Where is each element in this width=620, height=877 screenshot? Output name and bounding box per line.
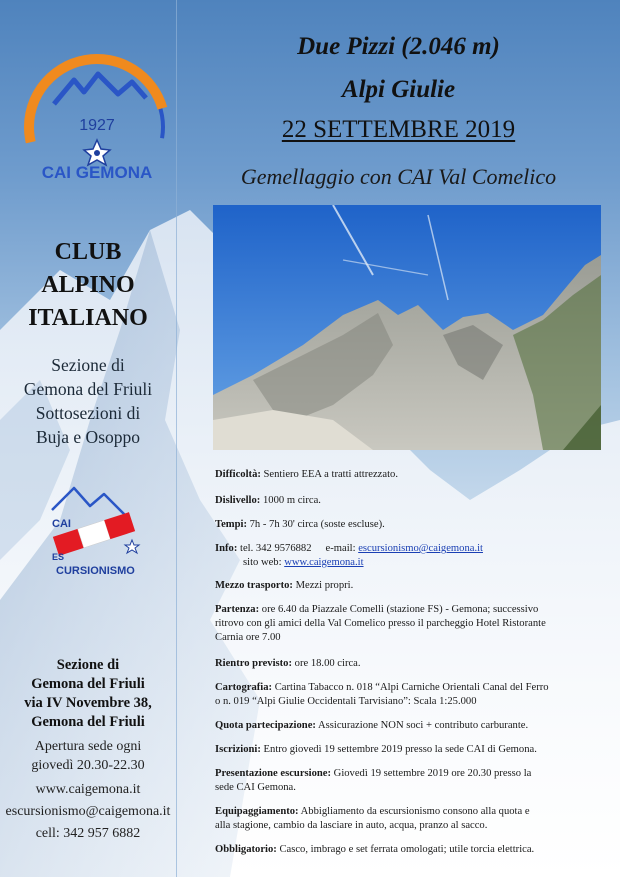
detail-label: Quota partecipazione:: [215, 720, 316, 731]
detail-label: Tempi:: [215, 519, 247, 530]
detail-iscrizioni: [215, 743, 610, 757]
detail-value: alla stagione, cambio da lasciare in auto, acqua, pranzo al sacco.: [215, 820, 488, 831]
cai-star-icon: [125, 540, 139, 553]
cai-star-icon: [84, 140, 110, 165]
detail-value: ritrovo con gli amici della Val Comelico presso il parcheggio Hotel Ristorante: [215, 618, 546, 629]
detail-value: o n. 019 “Alpi Giulie Occidentali Tarvisiano”: Scala 1:25.000: [215, 696, 477, 707]
address-block: [0, 656, 176, 732]
website-label: sito web:: [243, 557, 285, 568]
detail-value: Mezzi propri.: [292, 580, 354, 591]
detail-rientro: [215, 657, 610, 671]
website-link[interactable]: www.caigemona.it: [35, 782, 141, 797]
hours-line: giovedì 20.30-22.30: [31, 758, 145, 773]
detail-value: Sentiero EEA a tratti attrezzato.: [260, 469, 398, 480]
detail-value: ore 6.40 da Piazzale Comelli (stazione FS) - Gemona; successivo: [259, 604, 539, 615]
email-label: e-mail:: [325, 543, 359, 554]
detail-cartografia: [215, 681, 610, 709]
detail-value: 1000 m circa.: [260, 495, 321, 506]
detail-tempi: [215, 518, 610, 532]
detail-dislivello: [215, 494, 610, 508]
contacts-block: [0, 779, 176, 845]
cai-escursionismo-logo: [44, 480, 144, 580]
esc-logo-es: ES: [52, 552, 65, 562]
event-subtitle: Gemellaggio con CAI Val Comelico: [240, 164, 557, 189]
detail-info: [215, 542, 610, 556]
club-title-line: CLUB: [54, 239, 122, 265]
address-line: via IV Novembre 38,: [24, 695, 152, 711]
website-link[interactable]: www.caigemona.it: [284, 557, 364, 568]
detail-obbligatorio: [215, 843, 610, 857]
phone-number: cell: 342 957 6882: [35, 826, 141, 841]
detail-label: Info:: [215, 543, 238, 554]
section-line: Sezione di: [51, 355, 125, 375]
detail-quota: [215, 719, 610, 733]
detail-label: Difficoltà:: [215, 469, 261, 480]
detail-label: Presentazione escursione:: [215, 768, 332, 779]
detail-presentazione: [215, 767, 610, 795]
event-region: Alpi Giulie: [341, 76, 456, 103]
detail-value: sede CAI Gemona.: [215, 782, 296, 793]
event-date: 22 SETTEMBRE 2019: [281, 116, 516, 143]
section-line: Gemona del Friuli: [23, 379, 153, 399]
detail-value: Giovedì 19 settembre 2019 ore 20.30 presso la: [331, 768, 532, 779]
opening-hours: [0, 737, 176, 775]
detail-value: ore 18.00 circa.: [292, 658, 361, 669]
address-line: Sezione di: [56, 657, 120, 673]
detail-label: Equipaggiamento:: [215, 806, 299, 817]
detail-value: Cartina Tabacco n. 018 “Alpi Carniche Orientali Canal del Ferro: [272, 682, 549, 693]
detail-value: Carnia ore 7.00: [215, 632, 281, 643]
detail-website: [243, 556, 610, 570]
detail-label: Rientro previsto:: [215, 658, 292, 669]
detail-value: 7h - 7h 30' circa (soste escluse).: [246, 519, 385, 530]
esc-logo-cai: CAI: [52, 518, 71, 530]
section-line: Buja e Osoppo: [35, 427, 141, 447]
email-link[interactable]: escursionismo@caigemona.it: [5, 804, 171, 819]
detail-label: Dislivello:: [215, 495, 261, 506]
right-column: [177, 0, 620, 877]
detail-equipaggiamento: [215, 805, 610, 833]
club-title-line: ALPINO: [41, 272, 135, 298]
club-title: [0, 236, 176, 335]
detail-difficolta: [215, 468, 610, 482]
event-title: Due Pizzi (2.046 m): [297, 33, 500, 60]
mountain-photo: [213, 205, 601, 450]
logo-year: 1927: [79, 117, 115, 134]
logo-name: CAI GEMONA: [41, 163, 153, 182]
email-link[interactable]: escursionismo@caigemona.it: [358, 543, 483, 554]
detail-label: Partenza:: [215, 604, 260, 615]
detail-mezzo: [215, 579, 610, 593]
left-column: [0, 0, 176, 877]
detail-label: Cartografia:: [215, 682, 273, 693]
detail-value: Assicurazione NON soci + contributo carburante.: [315, 720, 529, 731]
detail-value: Entro giovedì 19 settembre 2019 presso la sede CAI di Gemona.: [260, 744, 537, 755]
detail-value: tel. 342 9576882: [237, 543, 312, 554]
section-description: [0, 353, 176, 449]
detail-value: Casco, imbrago e set ferrata omologati; utile torcia elettrica.: [276, 844, 535, 855]
esc-logo-cursionismo: CURSIONISMO: [56, 565, 135, 577]
detail-label: Iscrizioni:: [215, 744, 261, 755]
address-line: Gemona del Friuli: [31, 714, 145, 730]
detail-partenza: [215, 603, 610, 645]
section-line: Sottosezioni di: [35, 403, 141, 423]
address-line: Gemona del Friuli: [31, 676, 145, 692]
detail-label: Mezzo trasporto:: [215, 580, 293, 591]
cai-gemona-logo: [22, 52, 172, 202]
hours-line: Apertura sede ogni: [34, 739, 142, 754]
club-title-line: ITALIANO: [28, 305, 148, 331]
detail-value: Abbigliamento da escursionismo consono alla quota e: [298, 806, 530, 817]
detail-label: Obbligatorio:: [215, 844, 277, 855]
